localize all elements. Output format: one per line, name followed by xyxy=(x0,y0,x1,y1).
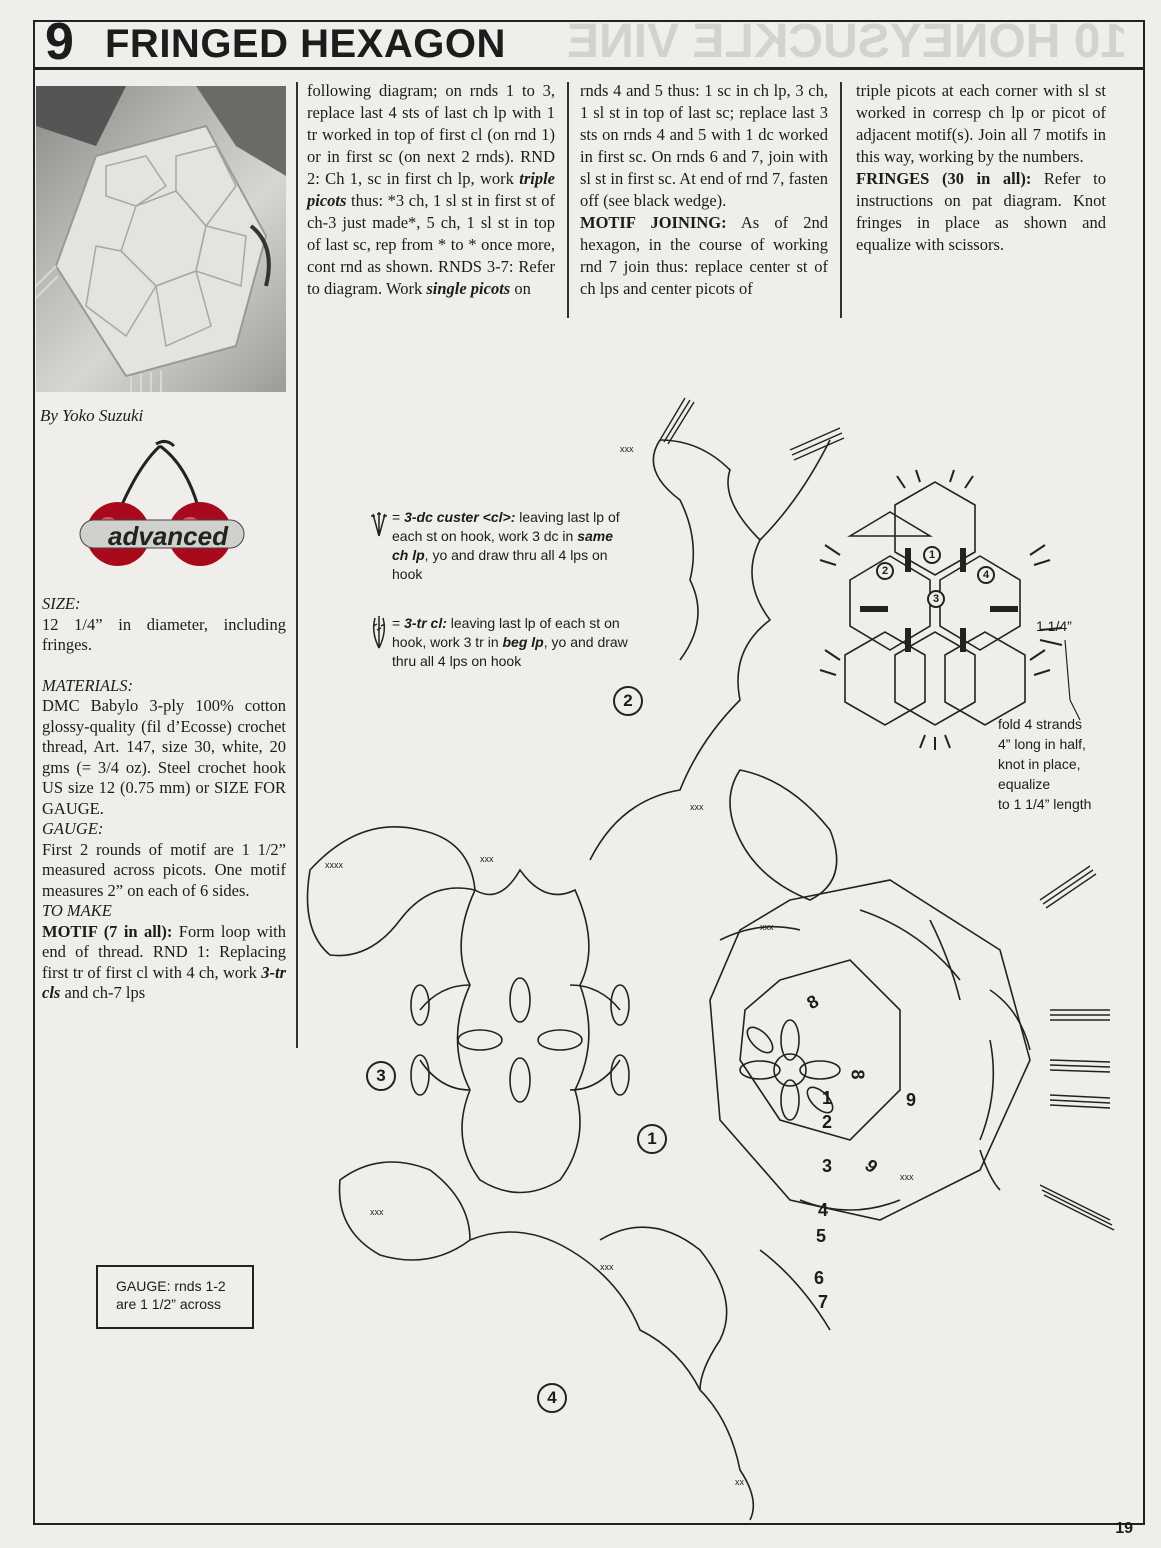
layout-motif-4: 4 xyxy=(977,566,995,584)
bleed-through-title: 10 HONEYSUCKLE VINE xyxy=(566,15,1127,68)
gauge-box xyxy=(96,1265,254,1329)
svg-text:xx: xx xyxy=(735,1477,744,1487)
motif-4-side xyxy=(760,1250,830,1330)
stitch-marks xyxy=(325,444,914,1487)
motif-label-4: 4 xyxy=(537,1383,567,1413)
page-number: 19 xyxy=(1115,1520,1133,1537)
svg-text:xxx: xxx xyxy=(900,1172,914,1182)
layout-motif-1: 1 xyxy=(923,546,941,564)
layout-motif-3: 3 xyxy=(927,590,945,608)
gauge-box-line-2: are 1 1/2” across xyxy=(116,1296,222,1312)
svg-text:xxx: xxx xyxy=(600,1262,614,1272)
motif-3-lower-chart xyxy=(340,1162,471,1260)
pattern-title: FRINGED HEXAGON xyxy=(105,22,506,66)
motif-2-arm-inner xyxy=(653,440,698,660)
designer-byline: By Yoko Suzuki xyxy=(40,406,144,425)
fringe-instructions: fold 4 strands 4” long in half, knot in place, equalize to 1 1/4” length xyxy=(998,716,1092,812)
materials-heading: MATERIALS: xyxy=(42,675,134,695)
size-text: 12 1/4” in diameter, including fringes. xyxy=(42,614,286,654)
size-heading: SIZE: xyxy=(42,594,81,613)
motif-label-3: 3 xyxy=(366,1061,396,1091)
svg-text:xxxx: xxxx xyxy=(325,860,343,870)
motif-3-chart xyxy=(308,827,476,956)
materials-text: DMC Babylo 3-ply 100% cotton glossy-quality (fil d’Ecosse) crochet thread, Art. 147, size 30, white, 20 gms (= 3/4 oz). Steel crochet hook US size 12 (0.75 mm) or SIZE FOR GAUGE. xyxy=(42,696,286,818)
layout-motif-2: 2 xyxy=(876,562,894,580)
svg-text:xxx: xxx xyxy=(480,854,494,864)
motif-lead: MOTIF (7 in all): xyxy=(42,921,173,941)
to-make-heading: TO MAKE xyxy=(42,901,112,920)
motif-text: Form loop with end of thread. RND 1: Replacing first tr of first cl with 4 ch, work xyxy=(42,921,286,982)
joining-text: MOTIF JOINING: As of 2nd hexagon, in the course of working rnd 7 join thus: replace center st of ch lps and center picots of xyxy=(580,213,828,298)
svg-text:xxx: xxx xyxy=(620,444,634,454)
svg-text:xxx: xxx xyxy=(690,802,704,812)
motif-2-fringe-path xyxy=(760,440,830,540)
column-2-text: following diagram; on rnds 1 to 3, replace last 4 sts of last ch lp with 1 tr worked in top of first cl (on rnd 1) or in first sc (on next 2 rnds). RND 2: Ch 1, sc in first ch lp, work triple picots thus: *3 ch, 1 sl st in first st of ch-3 just made*, 5 ch, 1 sl st in top of last sc, rep from * to * once more, cont rnd as shown. RNDS 3-7: Refer to diagram. Work single picots on xyxy=(307,81,555,298)
gauge-box-line-1: GAUGE: rnds 1-2 xyxy=(116,1278,226,1294)
column-4-text: triple picots at each corner with sl st worked in corresp ch lp or picot of adjacent motif(s). Join all 7 motifs in this way, working by the numbers. xyxy=(856,81,1106,166)
legend-3tr-cluster: = 3-tr cl: leaving last lp of each st on hook, work 3 tr in beg lp, yo and draw thru all 4 lps on hook xyxy=(370,614,630,671)
fringe-tassels xyxy=(660,398,1114,1230)
motif-em: 3-tr cls xyxy=(42,962,286,1002)
svg-text:xxx: xxx xyxy=(370,1207,384,1217)
motif-4-arm-inner xyxy=(600,1227,727,1390)
fringes-text: FRINGES (30 in all): Refer to instructions on pat diagram. Knot fringes in place as shown and equalize with scissors. xyxy=(856,169,1106,254)
legend-3dc-cluster: = 3-dc custer <cl>: leaving last lp of each st on hook, work 3 dc in same ch lp, yo and draw thru all 4 lps on hook xyxy=(370,508,630,584)
fringe-callout-line xyxy=(1065,640,1080,720)
motif-label-2: 2 xyxy=(613,686,643,716)
motif-label-1: 1 xyxy=(637,1124,667,1154)
motif-1-chart xyxy=(420,870,620,1193)
layout-diagram xyxy=(815,482,1025,725)
motif-2-arm xyxy=(590,440,770,860)
gauge-heading: GAUGE: xyxy=(42,819,104,838)
column-3-text: rnds 4 and 5 thus: 1 sc in ch lp, 3 ch, 1 sl st in top of last sc; replace last 3 sts on rnds 4 and 5 with 1 dc worked in first sc. On rnds 6 and 7, join with sl st in first sc. At end of rnd 7, fasten off (see black wedge). xyxy=(580,81,828,210)
motif-4-arm xyxy=(470,1232,753,1520)
fringe-length-dimension: 1 1/4” xyxy=(1036,618,1072,634)
svg-text:xxx: xxx xyxy=(760,922,774,932)
motif-tail: and ch-7 lps xyxy=(60,983,146,1002)
gauge-text: First 2 rounds of motif are 1 1/2” measured across picots. One motif measures 2” on each of 6 sides. xyxy=(42,839,286,900)
pattern-number: 9 xyxy=(45,13,73,71)
difficulty-label: advanced xyxy=(108,521,228,551)
motif-2-side-chart xyxy=(730,770,837,900)
